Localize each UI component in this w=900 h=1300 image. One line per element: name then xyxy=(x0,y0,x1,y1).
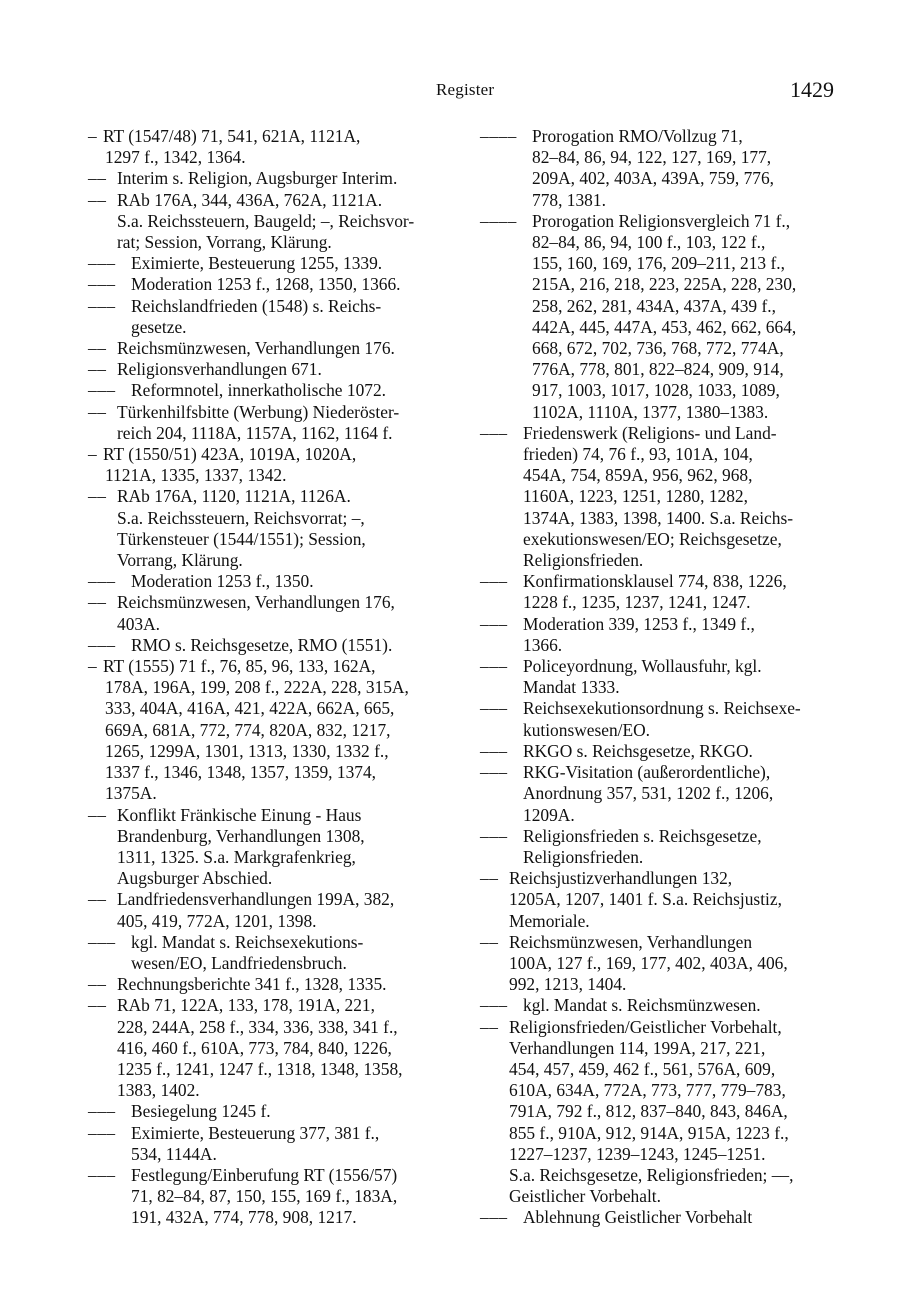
entry-continuation-line: 1227–1237, 1239–1243, 1245–1251. xyxy=(509,1143,766,1164)
entry-continuation-line: 155, 160, 169, 176, 209–211, 213 f., xyxy=(532,253,785,274)
entry-heading-line: RT (1547/48) 71, 541, 621A, 1121A, xyxy=(103,126,361,146)
entry-continuation-line: Geistlicher Vorbehalt. xyxy=(509,1186,661,1207)
running-title: Register xyxy=(436,80,495,99)
entry-level-dash: –– xyxy=(480,931,504,952)
entry-continuation-line: 454, 457, 459, 462 f., 561, 576A, 609, xyxy=(509,1058,776,1079)
index-entry xyxy=(480,762,852,826)
entry-heading-line: kgl. Mandat s. Reichsexekutions- xyxy=(131,931,364,952)
entry-continuation-line: 228, 244A, 258 f., 334, 336, 338, 341 f., xyxy=(117,1016,398,1037)
entry-continuation-line: Brandenburg, Verhandlungen 1308, xyxy=(117,825,365,846)
entry-heading-line: Moderation 1253 f., 1350. xyxy=(131,571,314,592)
entry-continuation-line: 178A, 196A, 199, 208 f., 222A, 228, 315A, xyxy=(105,677,409,698)
entry-level-dash: ––– xyxy=(480,422,513,443)
entry-continuation-line: 1235 f., 1241, 1247 f., 1318, 1348, 1358, xyxy=(117,1058,403,1079)
index-entry xyxy=(88,126,460,168)
entry-continuation-line: 1297 f., 1342, 1364. xyxy=(105,147,246,168)
entry-heading-line: Eximierte, Besteuerung 1255, 1339. xyxy=(131,253,383,274)
entry-continuation-line: 416, 460 f., 610A, 773, 784, 840, 1226, xyxy=(117,1037,392,1058)
entry-continuation-line: 992, 1213, 1404. xyxy=(509,974,627,995)
entry-level-dash: ––– xyxy=(480,1207,513,1228)
entry-level-dash: –– xyxy=(480,1016,504,1037)
entry-heading-line: Moderation 1253 f., 1268, 1350, 1366. xyxy=(131,274,401,295)
entry-heading-line: Religionsfrieden/Geistlicher Vorbehalt, xyxy=(509,1016,782,1037)
index-entry xyxy=(88,571,460,592)
entry-continuation-line: 776A, 778, 801, 822–824, 909, 914, xyxy=(532,359,784,380)
entry-continuation-line: 403A. xyxy=(117,613,160,634)
entry-heading-line: Reichsmünzwesen, Verhandlungen xyxy=(509,931,753,952)
entry-continuation-line: Verhandlungen 114, 199A, 217, 221, xyxy=(509,1037,766,1058)
index-entry xyxy=(480,868,852,932)
entry-continuation-line: reich 204, 1118A, 1157A, 1162, 1164 f. xyxy=(117,422,393,443)
entry-continuation-line: 1265, 1299A, 1301, 1313, 1330, 1332 f., xyxy=(105,740,389,761)
entry-level-dash: –– xyxy=(88,889,112,910)
index-entry xyxy=(480,995,852,1016)
entry-level-dash: –– xyxy=(88,168,112,189)
entry-level-dash: –––– xyxy=(480,126,522,146)
entry-continuation-line: 1102A, 1110A, 1377, 1380–1383. xyxy=(532,401,769,422)
entry-heading-line: Policeyordnung, Wollausfuhr, kgl. xyxy=(523,656,762,677)
index-entry xyxy=(88,253,460,274)
entry-heading-line: Türkenhilfsbitte (Werbung) Niederöster- xyxy=(117,401,400,422)
index-entry xyxy=(480,211,852,423)
entry-level-dash: –– xyxy=(88,592,112,613)
index-entry xyxy=(480,126,852,211)
entry-level-dash: –– xyxy=(88,338,112,359)
entry-level-dash: ––– xyxy=(480,995,513,1016)
entry-level-dash: ––– xyxy=(480,656,513,677)
entry-continuation-line: 1209A. xyxy=(523,804,575,825)
index-entry xyxy=(480,614,852,656)
entry-level-dash: ––– xyxy=(480,571,513,592)
entry-level-dash: ––– xyxy=(88,1101,121,1122)
entry-heading-line: Friedenswerk (Religions- und Land- xyxy=(523,422,777,443)
entry-continuation-line: 1121A, 1335, 1337, 1342. xyxy=(105,465,287,486)
entry-continuation-line: 534, 1144A. xyxy=(131,1143,217,1164)
index-entry xyxy=(480,826,852,868)
entry-level-dash: ––– xyxy=(88,380,121,401)
entry-continuation-line: Vorrang, Klärung. xyxy=(117,550,243,571)
entry-continuation-line: 442A, 445, 447A, 453, 462, 662, 664, xyxy=(532,316,797,337)
entry-continuation-line: 1311, 1325. S.a. Markgrafenkrieg, xyxy=(117,846,356,867)
entry-continuation-line: Anordnung 357, 531, 1202 f., 1206, xyxy=(523,783,774,804)
entry-heading-line: Konflikt Fränkische Einung - Haus xyxy=(117,804,362,825)
entry-heading-line: Prorogation Religionsvergleich 71 f., xyxy=(532,210,791,231)
entry-level-dash: ––– xyxy=(88,1122,121,1143)
index-entry xyxy=(480,656,852,698)
entry-continuation-line: 1383, 1402. xyxy=(117,1080,200,1101)
entry-heading-line: Konfirmationsklausel 774, 838, 1226, xyxy=(523,571,787,592)
index-entry xyxy=(88,338,460,359)
index-entry xyxy=(480,423,852,571)
entry-continuation-line: Religionsfrieden. xyxy=(523,550,644,571)
entry-level-dash: –– xyxy=(88,189,112,210)
index-entry xyxy=(88,444,460,486)
entry-continuation-line: 215A, 216, 218, 223, 225A, 228, 230, xyxy=(532,274,797,295)
entry-heading-line: Interim s. Religion, Augsburger Interim. xyxy=(117,168,398,189)
entry-continuation-line: exekutionswesen/EO; Reichsgesetze, xyxy=(523,528,782,549)
entry-heading-line: RKG-Visitation (außerordentliche), xyxy=(523,762,771,783)
entry-continuation-line: 1228 f., 1235, 1237, 1241, 1247. xyxy=(523,592,751,613)
entry-level-dash: ––– xyxy=(88,295,121,316)
entry-heading-line: RAb 176A, 1120, 1121A, 1126A. xyxy=(117,486,351,507)
entry-continuation-line: 1366. xyxy=(523,634,563,655)
entry-level-dash: ––– xyxy=(480,698,513,719)
entry-level-dash: –– xyxy=(480,868,504,889)
entry-level-dash: ––– xyxy=(88,571,121,592)
entry-heading-line: Reichsexekutionsordnung s. Reichsexe- xyxy=(523,698,801,719)
entry-continuation-line: 1205A, 1207, 1401 f. S.a. Reichsjustiz, xyxy=(509,889,782,910)
entry-continuation-line: 100A, 127 f., 169, 177, 402, 403A, 406, xyxy=(509,952,788,973)
entry-continuation-line: 610A, 634A, 772A, 773, 777, 779–783, xyxy=(509,1080,786,1101)
index-entry xyxy=(88,1123,460,1165)
entry-level-dash: –– xyxy=(88,401,112,422)
index-entry xyxy=(88,974,460,995)
entry-continuation-line: S.a. Reichssteuern, Baugeld; –, Reichsvor- xyxy=(117,210,415,231)
entry-continuation-line: 669A, 681A, 772, 774, 820A, 832, 1217, xyxy=(105,719,391,740)
entry-continuation-line: rat; Session, Vorrang, Klärung. xyxy=(117,232,332,253)
entry-continuation-line: 454A, 754, 859A, 956, 962, 968, xyxy=(523,465,753,486)
entry-continuation-line: 333, 404A, 416A, 421, 422A, 662A, 665, xyxy=(105,698,395,719)
index-entry xyxy=(88,486,460,571)
index-entry xyxy=(88,402,460,444)
entry-heading-line: RAb 176A, 344, 436A, 762A, 1121A. xyxy=(117,189,383,210)
entry-continuation-line: 791A, 792 f., 812, 837–840, 843, 846A, xyxy=(509,1101,788,1122)
entry-continuation-line: 917, 1003, 1017, 1028, 1033, 1089, xyxy=(532,380,780,401)
entry-heading-line: Festlegung/Einberufung RT (1556/57) xyxy=(131,1164,398,1185)
index-entry xyxy=(88,359,460,380)
entry-heading-line: Reichslandfrieden (1548) s. Reichs- xyxy=(131,295,382,316)
index-entry xyxy=(88,168,460,189)
index-entry xyxy=(88,296,460,338)
entry-level-dash: –– xyxy=(88,486,112,507)
entry-continuation-line: wesen/EO, Landfriedensbruch. xyxy=(131,952,347,973)
entry-level-dash: ––– xyxy=(88,253,121,274)
index-entry xyxy=(480,1207,852,1228)
entry-heading-line: Religionsfrieden s. Reichsgesetze, xyxy=(523,825,762,846)
entry-continuation-line: 258, 262, 281, 434A, 437A, 439 f., xyxy=(532,295,776,316)
entry-level-dash: ––– xyxy=(88,634,121,655)
entry-continuation-line: 778, 1381. xyxy=(532,189,606,210)
entry-heading-line: RKGO s. Reichsgesetze, RKGO. xyxy=(523,740,753,761)
page-header xyxy=(0,0,900,110)
index-entry xyxy=(88,380,460,401)
entry-level-dash: –– xyxy=(88,359,112,380)
entry-heading-line: Rechnungsberichte 341 f., 1328, 1335. xyxy=(117,974,387,995)
entry-heading-line: Besiegelung 1245 f. xyxy=(131,1101,271,1122)
entry-heading-line: RMO s. Reichsgesetze, RMO (1551). xyxy=(131,634,393,655)
entry-level-dash: –– xyxy=(88,804,112,825)
entry-heading-line: RT (1550/51) 423A, 1019A, 1020A, xyxy=(103,444,357,465)
index-entry xyxy=(480,698,852,740)
entry-level-dash: –––– xyxy=(480,210,522,231)
entry-heading-line: Reichsmünzwesen, Verhandlungen 176. xyxy=(117,338,395,359)
entry-continuation-line: Türkensteuer (1544/1551); Session, xyxy=(117,528,366,549)
entry-continuation-line: 1160A, 1223, 1251, 1280, 1282, xyxy=(523,486,748,507)
entry-continuation-line: 1337 f., 1346, 1348, 1357, 1359, 1374, xyxy=(105,762,376,783)
index-column-left xyxy=(88,126,460,1229)
entry-heading-line: Reichsmünzwesen, Verhandlungen 176, xyxy=(117,592,395,613)
entry-level-dash: –– xyxy=(88,974,112,995)
page-number: 1429 xyxy=(790,77,834,102)
entry-continuation-line: Religionsfrieden. xyxy=(523,846,644,867)
index-entry xyxy=(88,995,460,1101)
entry-level-dash: ––– xyxy=(480,762,513,783)
entry-continuation-line: S.a. Reichssteuern, Reichsvorrat; –, xyxy=(117,507,365,528)
entry-continuation-line: S.a. Reichsgesetze, Religionsfrieden; ––, xyxy=(509,1164,794,1185)
entry-continuation-line: gesetze. xyxy=(131,316,187,337)
index-entry xyxy=(480,1017,852,1208)
entry-level-dash: – xyxy=(88,656,103,677)
entry-continuation-line: 191, 432A, 774, 778, 908, 1217. xyxy=(131,1207,357,1228)
index-entry xyxy=(480,571,852,613)
index-entry xyxy=(88,932,460,974)
entry-heading-line: Religionsverhandlungen 671. xyxy=(117,359,322,380)
entry-continuation-line: 82–84, 86, 94, 122, 127, 169, 177, xyxy=(532,147,772,168)
index-entry xyxy=(88,1101,460,1122)
entry-continuation-line: 71, 82–84, 87, 150, 155, 169 f., 183A, xyxy=(131,1186,398,1207)
entry-level-dash: ––– xyxy=(480,613,513,634)
entry-continuation-line: frieden) 74, 76 f., 93, 101A, 104, xyxy=(523,444,753,465)
entry-continuation-line: 1375A. xyxy=(105,783,157,804)
entry-continuation-line: 209A, 402, 403A, 439A, 759, 776, xyxy=(532,168,775,189)
index-column-right xyxy=(480,126,852,1229)
entry-level-dash: –– xyxy=(88,995,112,1016)
entry-heading-line: Prorogation RMO/Vollzug 71, xyxy=(532,126,743,146)
entry-continuation-line: 1374A, 1383, 1398, 1400. S.a. Reichs- xyxy=(523,507,794,528)
entry-heading-line: Moderation 339, 1253 f., 1349 f., xyxy=(523,613,755,634)
index-entry xyxy=(88,635,460,656)
index-entry xyxy=(88,592,460,634)
entry-level-dash: – xyxy=(88,444,103,465)
entry-heading-line: RAb 71, 122A, 133, 178, 191A, 221, xyxy=(117,995,375,1016)
entry-continuation-line: Mandat 1333. xyxy=(523,677,620,698)
entry-heading-line: Reichsjustizverhandlungen 132, xyxy=(509,868,733,889)
index-entry xyxy=(88,656,460,804)
entry-continuation-line: kutionswesen/EO. xyxy=(523,719,651,740)
index-entry xyxy=(88,805,460,890)
entry-level-dash: ––– xyxy=(88,931,121,952)
entry-continuation-line: 668, 672, 702, 736, 768, 772, 774A, xyxy=(532,338,784,359)
entry-heading-line: Reformnotel, innerkatholische 1072. xyxy=(131,380,387,401)
entry-continuation-line: Memoriale. xyxy=(509,910,590,931)
index-entry xyxy=(480,932,852,996)
entry-heading-line: Eximierte, Besteuerung 377, 381 f., xyxy=(131,1122,380,1143)
entry-continuation-line: Augsburger Abschied. xyxy=(117,868,273,889)
index-entry xyxy=(88,190,460,254)
entry-heading-line: RT (1555) 71 f., 76, 85, 96, 133, 162A, xyxy=(103,656,376,677)
index-entry xyxy=(88,889,460,931)
entry-continuation-line: 82–84, 86, 94, 100 f., 103, 122 f., xyxy=(532,232,766,253)
entry-heading-line: Ablehnung Geistlicher Vorbehalt xyxy=(523,1207,753,1228)
entry-level-dash: – xyxy=(88,126,103,146)
entry-level-dash: ––– xyxy=(88,1164,121,1185)
entry-heading-line: kgl. Mandat s. Reichsmünzwesen. xyxy=(523,995,761,1016)
entry-continuation-line: 405, 419, 772A, 1201, 1398. xyxy=(117,910,317,931)
index-entry xyxy=(88,1165,460,1229)
index-entry xyxy=(88,274,460,295)
entry-level-dash: ––– xyxy=(480,825,513,846)
entry-level-dash: ––– xyxy=(88,274,121,295)
entry-level-dash: ––– xyxy=(480,740,513,761)
index-entry xyxy=(480,741,852,762)
entry-continuation-line: 855 f., 910A, 912, 914A, 915A, 1223 f., xyxy=(509,1122,789,1143)
entry-heading-line: Landfriedensverhandlungen 199A, 382, xyxy=(117,889,395,910)
